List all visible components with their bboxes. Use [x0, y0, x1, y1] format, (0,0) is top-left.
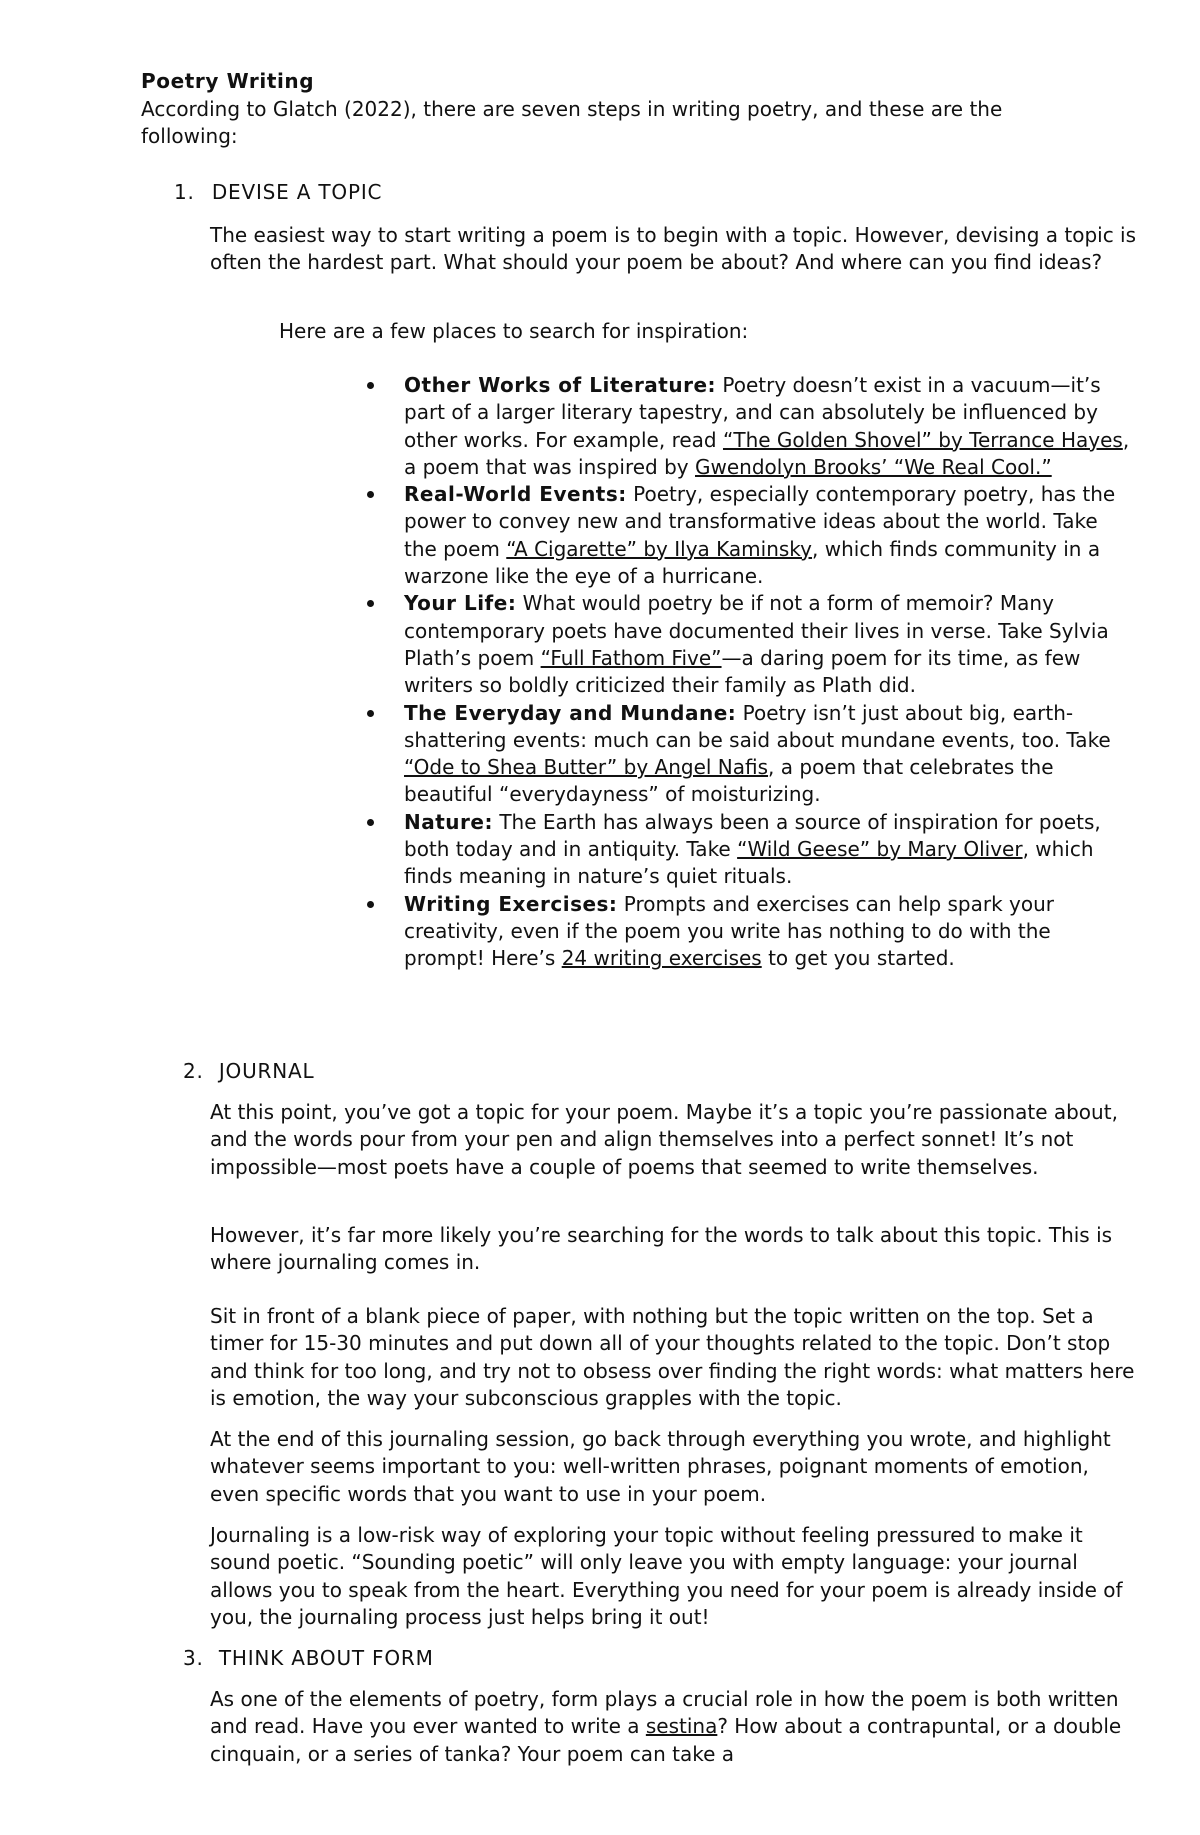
- bullet-icon: [367, 901, 374, 908]
- list-item: Writing Exercises: Prompts and exercises can help spark your creativity, even if the poem you write has nothing to do with the prompt! Here’s 24 writing exercises to get you started.: [404, 891, 1134, 973]
- form-paragraph: As one of the elements of poetry, form plays a crucial role in how the poem is both written and read. Have you ever wanted to write a sestina? How about a contrapuntal, or a double cinquain, or a series of tanka? Your poem can take a: [210, 1687, 1122, 1766]
- bullet-icon: [367, 600, 374, 607]
- inspiration-lead: Here are a few places to search for inspiration:: [279, 319, 749, 343]
- link[interactable]: “Wild Geese” by Mary Oliver: [737, 837, 1023, 862]
- step-number: 1.: [174, 180, 195, 204]
- step-1-heading: [174, 180, 382, 204]
- journal-paragraph: At this point, you’ve got a topic for your poem. Maybe it’s a topic you’re passionate about, and the words pour from your pen and align themselves into a perfect sonnet! It’s not impossible—most poets have a couple of poems that seemed to write themselves.: [210, 1100, 1118, 1179]
- link[interactable]: Gwendolyn Brooks’ “We Real Cool.”: [695, 454, 1052, 479]
- link[interactable]: “The Golden Shovel” by Terrance Hayes: [722, 427, 1123, 452]
- journal-paragraph: However, it’s far more likely you’re searching for the words to talk about this topic. This is where journaling comes in.: [210, 1223, 1113, 1275]
- journal-paragraph: Journaling is a low-risk way of exploring your topic without feeling pressured to make it sound poetic. “Sounding poetic” will only leave you with empty language: your journal allows you to speak from the heart. Everything you need for your poem is already inside of you, the journaling process just helps bring it out!: [210, 1523, 1123, 1629]
- list-item: Other Works of Literature: Poetry doesn’t exist in a vacuum—it’s part of a larger literary tapestry, and can absolutely be influenced by other works. For example, read “The Golden Shovel” by Terrance Hayes, a poem that was inspired by Gwendolyn Brooks’ “We Real Cool.”: [404, 372, 1134, 481]
- journal-paragraph: Sit in front of a blank piece of paper, with nothing but the topic written on the top. Set a timer for 15-30 minutes and put down all of your thoughts related to the topic. Don’t stop and think for too long, and try not to obsess over finding the right words: what matters here is emotion, the way your subconscious grapples with the topic.: [210, 1304, 1135, 1410]
- step-number: 3.: [183, 1646, 204, 1670]
- step-3-heading: [183, 1646, 434, 1670]
- intro-paragraph: According to Glatch (2022), there are seven steps in writing poetry, and these are the following:: [141, 97, 1003, 149]
- bullet-icon: [367, 382, 374, 389]
- step-title: THINK ABOUT FORM: [218, 1646, 434, 1670]
- journal-paragraph: At the end of this journaling session, go back through everything you wrote, and highlight whatever seems important to you: well-written phrases, poignant moments of emotion, even specific words that you want to use in your poem.: [210, 1427, 1111, 1506]
- list-item: Your Life: What would poetry be if not a form of memoir? Many contemporary poets have documented their lives in verse. Take Sylvia Plath’s poem “Full Fathom Five”—a daring poem for its time, as few writers so boldly criticized their family as Plath did.: [404, 590, 1134, 699]
- document-title: Poetry Writing: [141, 69, 315, 93]
- list-item: Nature: The Earth has always been a source of inspiration for poets, both today and in antiquity. Take “Wild Geese” by Mary Oliver, which finds meaning in nature’s quiet rituals.: [404, 809, 1134, 891]
- link[interactable]: 24 writing exercises: [561, 946, 762, 971]
- step-title: DEVISE A TOPIC: [211, 180, 383, 204]
- bullet-icon: [367, 819, 374, 826]
- link[interactable]: “A Cigarette” by Ilya Kaminsky: [506, 536, 813, 561]
- list-item: Real-World Events: Poetry, especially contemporary poetry, has the power to convey new and transformative ideas about the world. Take the poem “A Cigarette” by Ilya Kaminsky, which finds community in a warzone like the eye of a hurricane.: [404, 481, 1134, 590]
- step-1-paragraph: The easiest way to start writing a poem is to begin with a topic. However, devising a topic is often the hardest part. What should your poem be about? And where can you find ideas?: [210, 223, 1137, 275]
- step-title: JOURNAL: [218, 1059, 315, 1083]
- step-number: 2.: [183, 1059, 204, 1083]
- step-2-heading: [183, 1059, 314, 1083]
- link[interactable]: “Ode to Shea Butter” by Angel Nafis: [404, 755, 769, 780]
- bullet-icon: [367, 491, 374, 498]
- list-item: The Everyday and Mundane: Poetry isn’t just about big, earth-shattering events: much can be said about mundane events, too. Take “Ode to Shea Butter” by Angel Nafis, a poem that celebrates the beautiful “everydayness” of moisturizing.: [404, 700, 1134, 809]
- inspiration-list: [404, 372, 1134, 973]
- bullet-icon: [367, 710, 374, 717]
- sestina-link[interactable]: sestina: [645, 1714, 718, 1739]
- link[interactable]: “Full Fathom Five”: [540, 645, 722, 670]
